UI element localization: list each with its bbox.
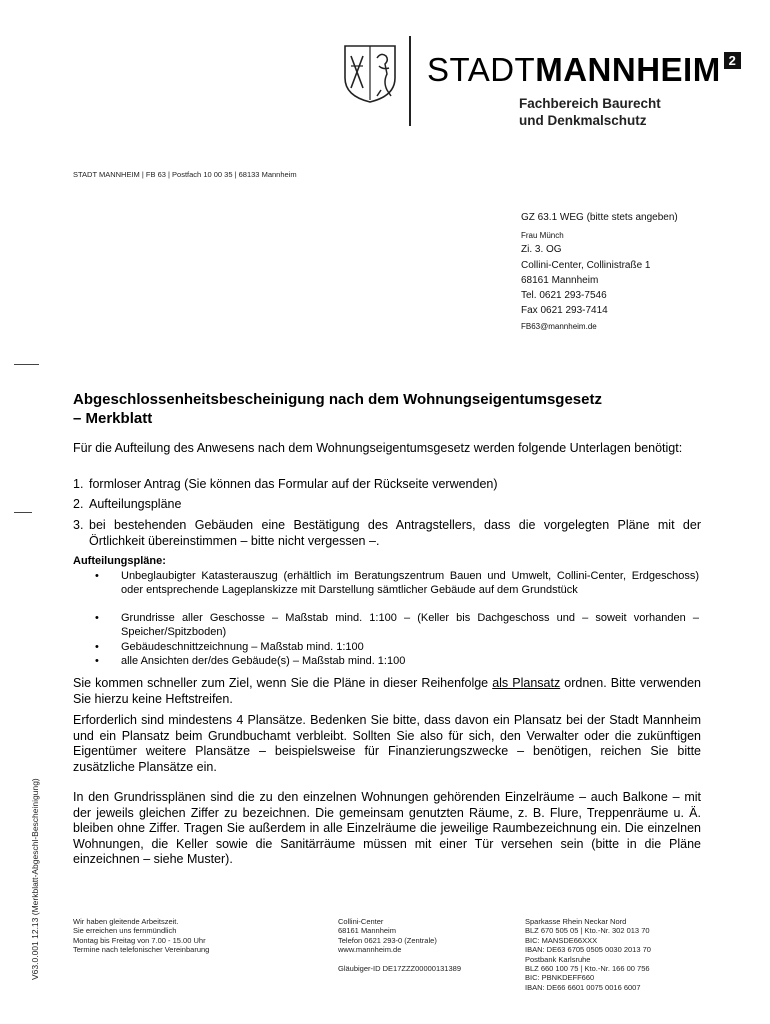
- city-logo: [427, 50, 741, 90]
- bullet-icon: •: [95, 570, 99, 582]
- footer-line: IBAN: DE63 6705 0505 0030 2013 70: [525, 945, 651, 955]
- list-item: [73, 477, 701, 493]
- contact-fax: Fax 0621 293-7414: [521, 305, 608, 316]
- footer-line: Postbank Karlsruhe: [525, 954, 591, 964]
- footer-line: Sparkasse Rhein Neckar Nord: [525, 917, 627, 926]
- order-text-underlined: als Plansatz: [492, 676, 561, 690]
- footer-spacer: [338, 955, 461, 964]
- footer-line: IBAN: DE66 6601 0075 0016 6007: [525, 982, 641, 992]
- sender-line: STADT MANNHEIM | FB 63 | Postfach 10 00 35 | 68133 Mannheim: [73, 170, 297, 179]
- plan-bullet: [95, 641, 699, 655]
- plan-sets-paragraph: Erforderlich sind mindestens 4 Plansätze. Bedenken Sie bitte, dass davon ein Plansatz bei der Stadt Mannheim und ein Plansatz beim Grundbuchamt verbleibt. Sollten Sie also für sich, den Verwalter oder die zukünftigen Eigentümer weitere Plansätze – beispielsweise für Finanzierungszwecke – benötigen, reichen Sie bitte zusätzliche Plansätze ein.: [73, 713, 701, 774]
- bullet-icon: •: [95, 612, 99, 624]
- reference-number: GZ 63.1 WEG (bitte stets angeben): [521, 212, 678, 223]
- logo-stadt: STADT: [427, 51, 536, 88]
- department-line-1: Fachbereich Baurecht: [519, 96, 661, 111]
- logo-square: 2: [724, 52, 741, 69]
- form-number-label: V63.0.001 12.13 (Merkblatt-Abgeschl-Bescheinigung): [30, 778, 40, 980]
- floorplans-paragraph: In den Grundrissplänen sind die zu den einzelnen Wohnungen gehörenden Einzelräume – auch Balkone – mit der jeweils gleichen Ziffer zu bezeichnen. Die gemeinsam genutzten Räume, z. B. Flure, Treppenräume u. Ä. bleiben ohne Ziffer. Tragen Sie außerdem in alle Einzelräume die jeweilige Raumbezeichnung ein. Die einzelnen Wohnungen, die Keller sowie die Sanitärräume müssen mit einer Tür versehen sein (bitte in die Pläne einzeichnen – siehe Muster).: [73, 790, 701, 866]
- footer-line: Montag bis Freitag von 7.00 - 15.00 Uhr: [73, 935, 206, 945]
- fold-mark-top: [14, 364, 39, 365]
- intro-paragraph: Für die Aufteilung des Anwesens nach dem Wohnungseigentumsgesetz werden folgende Unterlagen benötigt:: [73, 441, 683, 455]
- plans-heading: Aufteilungspläne:: [73, 555, 166, 567]
- list-item-text: Aufteilungspläne: [89, 497, 182, 511]
- bullet-icon: •: [95, 655, 99, 667]
- plan-bullet: [95, 612, 699, 639]
- footer-line: Wir haben gleitende Arbeitszeit.: [73, 917, 179, 926]
- list-item: [73, 518, 701, 549]
- order-paragraph: [73, 676, 701, 707]
- bullet-icon: •: [95, 641, 99, 653]
- title-line-2: – Merkblatt: [73, 410, 153, 427]
- footer-line: BIC: PBNKDEFF660: [525, 973, 595, 983]
- list-item-text: formloser Antrag (Sie können das Formular auf der Rückseite verwenden): [89, 477, 498, 491]
- department-name: [519, 95, 661, 129]
- footer-line: BIC: MANSDE66XXX: [525, 935, 598, 945]
- list-item-number: 2.: [73, 497, 84, 511]
- contact-email: FB63@mannheim.de: [521, 322, 597, 331]
- list-item-text: bei bestehenden Gebäuden eine Bestätigung des Antragstellers, dass die vorgelegten Pläne mit der Örtlichkeit übereinstimmen – bitte nicht vergessen –.: [89, 518, 701, 548]
- city-crest-icon: [343, 44, 397, 104]
- plan-bullet-text: alle Ansichten der/des Gebäude(s) – Maßstab mind. 1:100: [121, 655, 406, 667]
- footer-address: [338, 917, 461, 973]
- order-text-after: ordnen. Bitte verwenden Sie hierzu keine Heftstreifen.: [73, 676, 701, 706]
- footer-line: Sie erreichen uns fernmündlich: [73, 926, 177, 936]
- footer-line: Termine nach telefonischer Vereinbarung: [73, 945, 210, 955]
- footer-line: Telefon 0621 293-0 (Zentrale): [338, 935, 437, 945]
- plan-bullet-text: Unbeglaubigter Katasterauszug (erhältlich im Beratungszentrum Bauen und Umwelt, Collini-Center, Erdgeschoss) oder entsprechende Lageplanskizze mit Darstellung sämtlicher Gebäude auf dem Grundstück: [121, 570, 699, 596]
- footer-line: BLZ 660 100 75 | Kto.-Nr. 166 00 756: [525, 964, 650, 974]
- logo-divider: [409, 36, 411, 126]
- footer-line: www.mannheim.de: [338, 945, 402, 955]
- footer-line: Collini-Center: [338, 917, 384, 926]
- footer-bank: [525, 917, 651, 992]
- list-item-number: 1.: [73, 477, 84, 491]
- contact-tel: Tel. 0621 293-7546: [521, 290, 607, 301]
- contact-room: Zi. 3. OG: [521, 244, 562, 255]
- footer-line: 68161 Mannheim: [338, 926, 396, 936]
- contact-street: Collini-Center, Collinistraße 1: [521, 260, 651, 271]
- plan-bullet-text: Grundrisse aller Geschosse – Maßstab mind. 1:100 – (Keller bis Dachgeschoss und – soweit vorhanden – Speicher/Spitzboden): [121, 612, 699, 638]
- footer-hours: [73, 917, 209, 955]
- plan-bullet-text: Gebäudeschnittzeichnung – Maßstab mind. 1:100: [121, 641, 364, 653]
- department-line-2: und Denkmalschutz: [519, 113, 647, 128]
- order-text-before: Sie kommen schneller zum Ziel, wenn Sie die Pläne in dieser Reihenfolge: [73, 676, 493, 690]
- contact-person: Frau Münch: [521, 231, 564, 240]
- plan-bullet: [95, 655, 699, 669]
- footer-line: Gläubiger-ID DE17ZZZ00000131389: [338, 964, 461, 974]
- title-line-1: Abgeschlossenheitsbescheinigung nach dem Wohnungseigentumsgesetz: [73, 391, 602, 408]
- list-item: [73, 497, 701, 513]
- fold-mark-punch: [14, 512, 32, 513]
- logo-mannheim: MANNHEIM: [535, 51, 721, 88]
- plan-bullet: [95, 570, 699, 597]
- document-title: [73, 390, 703, 428]
- contact-city: 68161 Mannheim: [521, 275, 599, 286]
- footer-line: BLZ 670 505 05 | Kto.-Nr. 302 013 70: [525, 926, 650, 936]
- list-item-number: 3.: [73, 518, 84, 532]
